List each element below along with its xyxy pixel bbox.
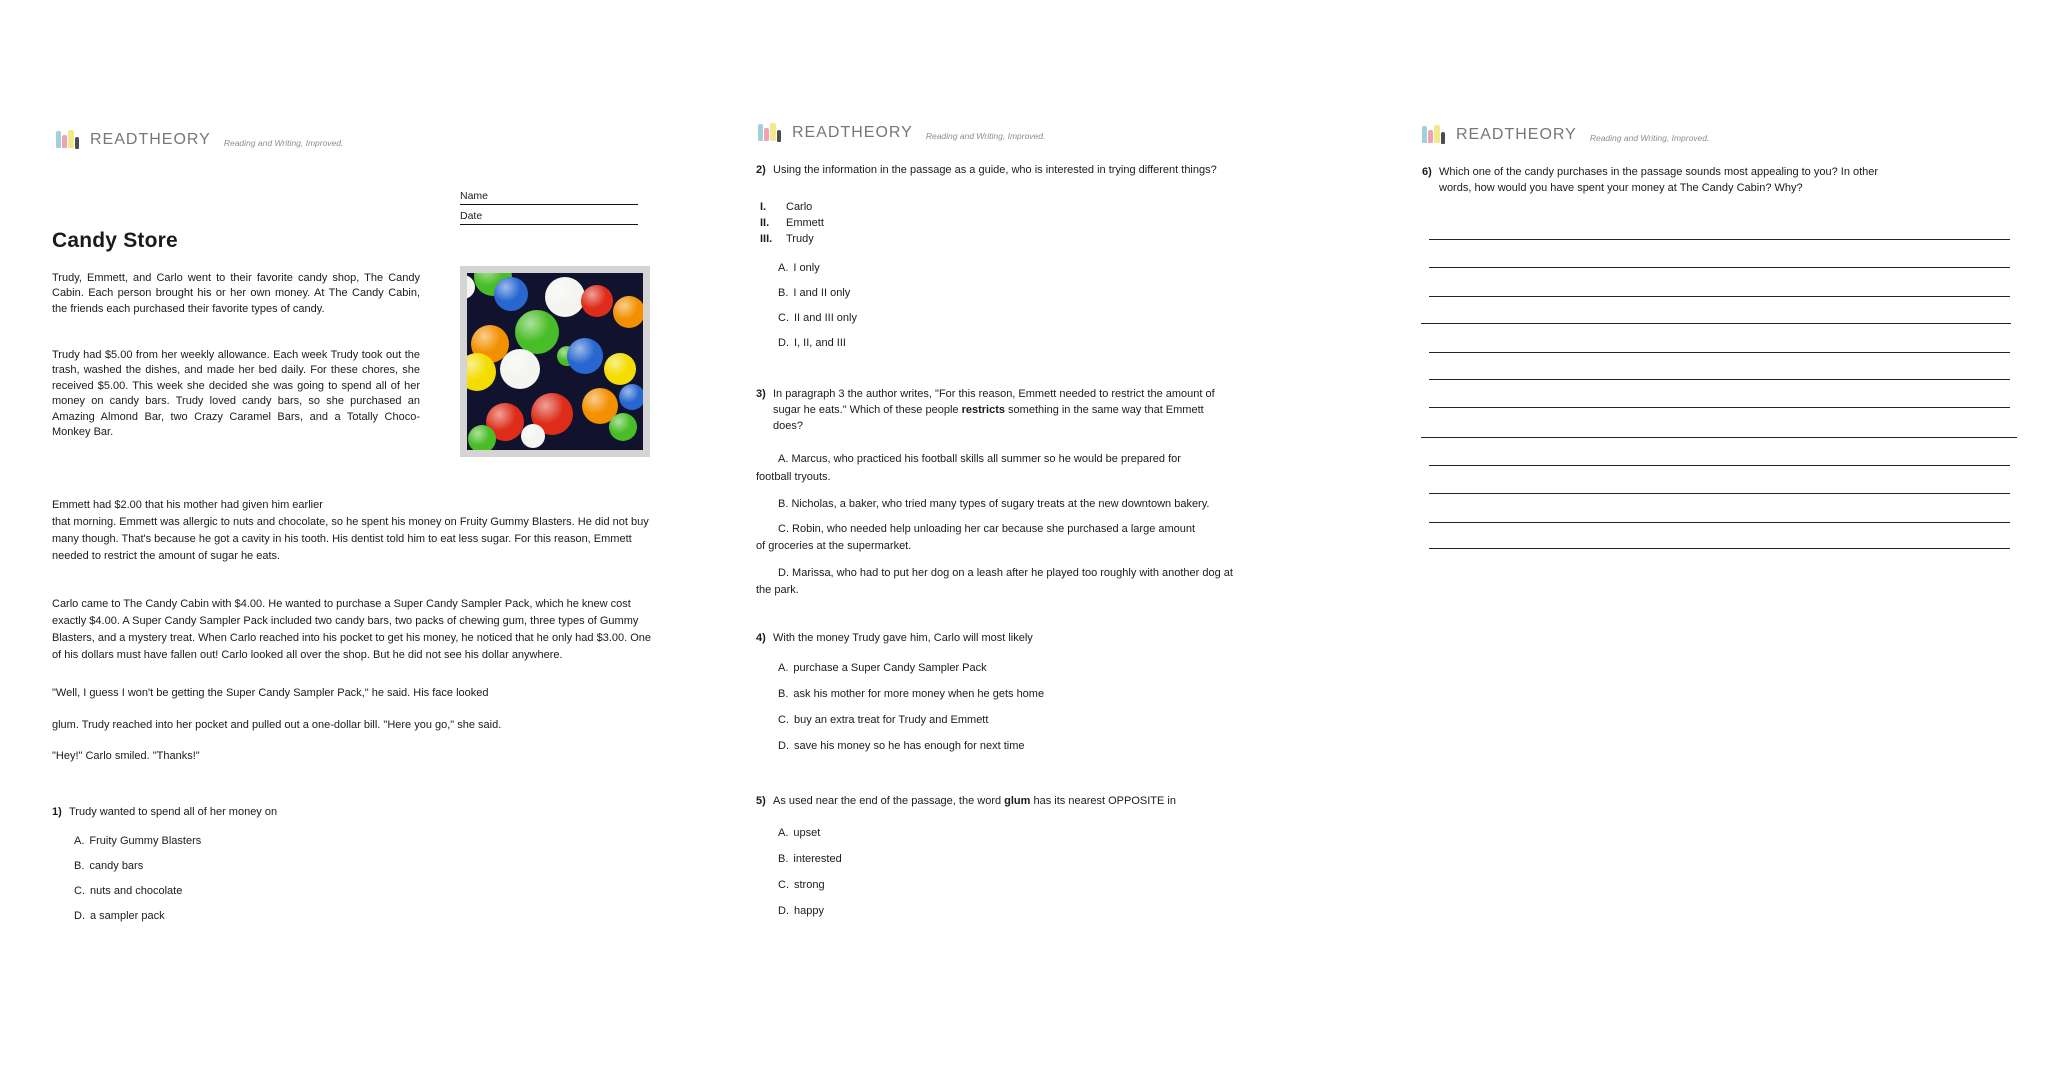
answer-option <box>756 286 1401 300</box>
option-letter: B. <box>778 287 789 299</box>
answer-line <box>1421 323 2011 324</box>
question-5-options <box>756 826 1396 918</box>
question-2 <box>756 162 1401 350</box>
bold-vocab-word: restricts <box>961 404 1005 416</box>
question-2-options <box>756 261 1401 350</box>
question-number: 1) <box>52 806 62 818</box>
gumball <box>613 296 645 328</box>
answer-line <box>1429 407 2010 408</box>
roman-numeral: III. <box>760 233 773 245</box>
option-letter: B. <box>74 860 85 872</box>
option-text: purchase a Super Candy Sampler Pack <box>793 662 987 674</box>
gumball <box>581 285 613 317</box>
gumball <box>460 353 496 391</box>
question-6-text: 6) Which one of the candy purchases in the passage sounds most appealing to you? In other words, how would you have spent your money at The Candy Cabin? Why? <box>1422 166 1879 194</box>
date-field: Date <box>460 210 638 225</box>
answer-option <box>756 687 1396 701</box>
question-4-options <box>756 661 1396 753</box>
gumball <box>494 277 528 311</box>
dialogue-line: "Hey!" Carlo smiled. "Thanks!" <box>52 750 200 762</box>
gumball <box>521 424 545 448</box>
answer-line <box>1421 437 2017 438</box>
answer-option <box>52 834 612 848</box>
readtheory-logo <box>1422 123 1709 146</box>
bold-vocab-word: glum <box>1004 795 1031 807</box>
answer-line <box>1429 352 2010 353</box>
answer-option <box>52 859 612 873</box>
gumball <box>460 275 475 299</box>
passage-paragraph-2: Trudy had $5.00 from her weekly allowance. Each week Trudy took out the trash, washed the dishes, and made her bed daily. For these chores, she received $5.00. This week she decided she was going to spend all of her money on candy bars. Trudy loved candy bars, so she purchased an Amazing Almond Bar, two Crazy Caramel Bars, and a Totally Choco-Monkey Bar. <box>52 349 420 439</box>
gumball <box>619 384 645 410</box>
passage-paragraph-3: Emmett had $2.00 that his mother had given him earlier that morning. Emmett was allergic to nuts and chocolate, so he spent his money on Fruity Gummy Blasters. He did not buy many though. That's because he got a cavity in his tooth. His dentist told him to eat less sugar. For this reason, Emmett needed to restrict the amount of sugar he eats. <box>52 499 649 562</box>
option-text: save his money so he has enough for next time <box>794 740 1025 752</box>
question-1-options <box>52 834 612 923</box>
option-letter: D. <box>778 337 789 349</box>
roman-list-item <box>760 215 1401 231</box>
readtheory-logo <box>758 121 1045 144</box>
option-text: Fruity Gummy Blasters <box>89 835 202 847</box>
option-text-line: C. Robin, who needed help unloading her car because she purchased a large amount <box>778 522 1196 535</box>
option-letter: D. <box>778 905 789 917</box>
option-text: interested <box>793 853 842 865</box>
option-text-line: the park. <box>756 584 799 596</box>
question-number: 2) <box>756 164 766 176</box>
brand-tagline: Reading and Writing, Improved. <box>1589 133 1710 143</box>
question-3 <box>756 386 1398 600</box>
brand-tagline: Reading and Writing, Improved. <box>925 131 1046 141</box>
gumball <box>500 349 540 389</box>
option-letter: D. <box>74 910 85 922</box>
roman-list-item <box>760 199 1401 215</box>
answer-line <box>1429 239 2010 240</box>
answer-line <box>1429 379 2010 380</box>
option-letter: A. <box>74 835 85 847</box>
option-text: ask his mother for more money when he gets home <box>793 688 1045 700</box>
answer-line <box>1429 522 2010 523</box>
brand-tagline: Reading and Writing, Improved. <box>223 138 344 148</box>
option-letter: C. <box>74 885 85 897</box>
option-text-line: A. Marcus, who practiced his football skills all summer so he would be prepared for <box>778 453 1181 465</box>
option-text: upset <box>793 827 821 839</box>
books-icon <box>56 128 82 151</box>
dialogue-line: glum. Trudy reached into her pocket and pulled out a one-dollar bill. "Here you go," she said. <box>52 719 502 731</box>
answer-line <box>1429 296 2010 297</box>
question-6 <box>1422 164 2044 196</box>
question-1-text: 1) Trudy wanted to spend all of her money on <box>52 806 278 818</box>
readtheory-logo <box>56 128 343 151</box>
option-text: II and III only <box>794 312 857 324</box>
answer-option <box>52 909 612 923</box>
roman-numeral: I. <box>760 201 767 213</box>
question-number: 4) <box>756 632 766 644</box>
option-text: happy <box>794 905 824 917</box>
option-letter: B. <box>778 853 789 865</box>
option-letter: C. <box>778 714 789 726</box>
books-icon <box>758 121 784 144</box>
option-letter: C. <box>778 879 789 891</box>
answer-option <box>756 904 1396 918</box>
roman-label: Carlo <box>786 201 813 213</box>
answer-option <box>756 713 1396 727</box>
roman-numeral: II. <box>760 217 770 229</box>
answer-option <box>52 884 612 898</box>
option-text: candy bars <box>89 860 144 872</box>
option-letter: A. <box>778 262 789 274</box>
question-5-text: 5) As used near the end of the passage, the word glum has its nearest OPPOSITE in <box>756 795 1176 807</box>
answer-option <box>756 565 1398 600</box>
option-letter: A. <box>778 827 789 839</box>
question-3-text: 3) In paragraph 3 the author writes, "For this reason, Emmett needed to restrict the amount of sugar he eats." Which of these people restricts something in the same way that Emmett does? <box>756 388 1215 432</box>
option-text: I, II, and III <box>794 337 846 349</box>
option-text: strong <box>794 879 825 891</box>
answer-line <box>1429 267 2010 268</box>
question-number: 5) <box>756 795 766 807</box>
option-letter: A. <box>778 662 789 674</box>
question-4 <box>756 630 1396 753</box>
roman-label: Emmett <box>786 217 824 229</box>
gumball <box>515 310 559 354</box>
page-title: Candy Store <box>52 229 178 252</box>
question-2-text: 2) Using the information in the passage as a guide, who is interested in trying different things? <box>756 164 1217 176</box>
brand-logotype: READTHEORY <box>792 124 913 141</box>
gumball <box>604 353 636 385</box>
option-text: buy an extra treat for Trudy and Emmett <box>794 714 989 726</box>
answer-option <box>756 496 1398 514</box>
name-date-block <box>460 190 638 225</box>
answer-option <box>756 878 1396 892</box>
question-5 <box>756 793 1396 918</box>
gumball <box>468 425 496 453</box>
gumballs-image-area <box>467 273 643 450</box>
option-letter: D. <box>778 740 789 752</box>
passage-paragraph-4: Carlo came to The Candy Cabin with $4.00. He wanted to purchase a Super Candy Sampler Pack, which he knew cost exactly $4.00. A Super Candy Sampler Pack included two candy bars, two packs of chewing gum, three types of Gummy Blasters, and a mystery treat. When Carlo reached into his pocket to get his money, he noticed that he only had $3.00. One of his dollars must have fallen out! Carlo looked all over the shop. But he did not see his dollar anywhere. <box>52 598 652 661</box>
question-3-options <box>756 451 1398 600</box>
answer-option <box>756 521 1398 556</box>
option-text-line: of groceries at the supermarket. <box>756 540 912 552</box>
roman-list-item <box>760 231 1401 247</box>
answer-option <box>756 661 1396 675</box>
question-1 <box>52 804 612 923</box>
brand-logotype: READTHEORY <box>90 131 211 148</box>
roman-numeral-list <box>756 199 1401 247</box>
option-text-line: B. Nicholas, a baker, who tried many types of sugary treats at the new downtown bakery. <box>778 498 1210 510</box>
question-number: 3) <box>756 388 766 400</box>
option-text-line: D. Marissa, who had to put her dog on a leash after he played too roughly with another dog at <box>778 566 1233 579</box>
brand-logotype: READTHEORY <box>1456 126 1577 143</box>
dialogue-line: "Well, I guess I won't be getting the Super Candy Sampler Pack," he said. His face looked <box>52 687 489 699</box>
name-field: Name <box>460 190 638 205</box>
option-letter: C. <box>778 312 789 324</box>
answer-line <box>1429 493 2010 494</box>
answer-option <box>756 739 1396 753</box>
question-4-text: 4) With the money Trudy gave him, Carlo will most likely <box>756 632 1033 644</box>
option-text: I and II only <box>793 287 851 299</box>
gumball <box>609 413 637 441</box>
answer-option <box>756 852 1396 866</box>
option-text: nuts and chocolate <box>90 885 183 897</box>
passage-paragraph-1: Trudy, Emmett, and Carlo went to their favorite candy shop, The Candy Cabin. Each person brought his or her own money. At The Candy Cabin, the friends each purchased their favorite types of candy. <box>52 272 420 315</box>
option-text-line: football tryouts. <box>756 470 831 483</box>
question-number: 6) <box>1422 166 1432 178</box>
answer-option <box>756 451 1398 486</box>
roman-label: Trudy <box>786 233 814 245</box>
answer-option <box>756 311 1401 325</box>
gumball <box>567 338 603 374</box>
books-icon <box>1422 123 1448 146</box>
option-text: I only <box>793 262 820 274</box>
answer-option <box>756 261 1401 275</box>
gumball <box>545 277 585 317</box>
answer-line <box>1429 548 2010 549</box>
option-text: a sampler pack <box>90 910 165 922</box>
answer-option <box>756 826 1396 840</box>
gumballs-photo <box>460 266 650 457</box>
answer-line <box>1429 465 2010 466</box>
answer-option <box>756 336 1401 350</box>
option-letter: B. <box>778 688 789 700</box>
